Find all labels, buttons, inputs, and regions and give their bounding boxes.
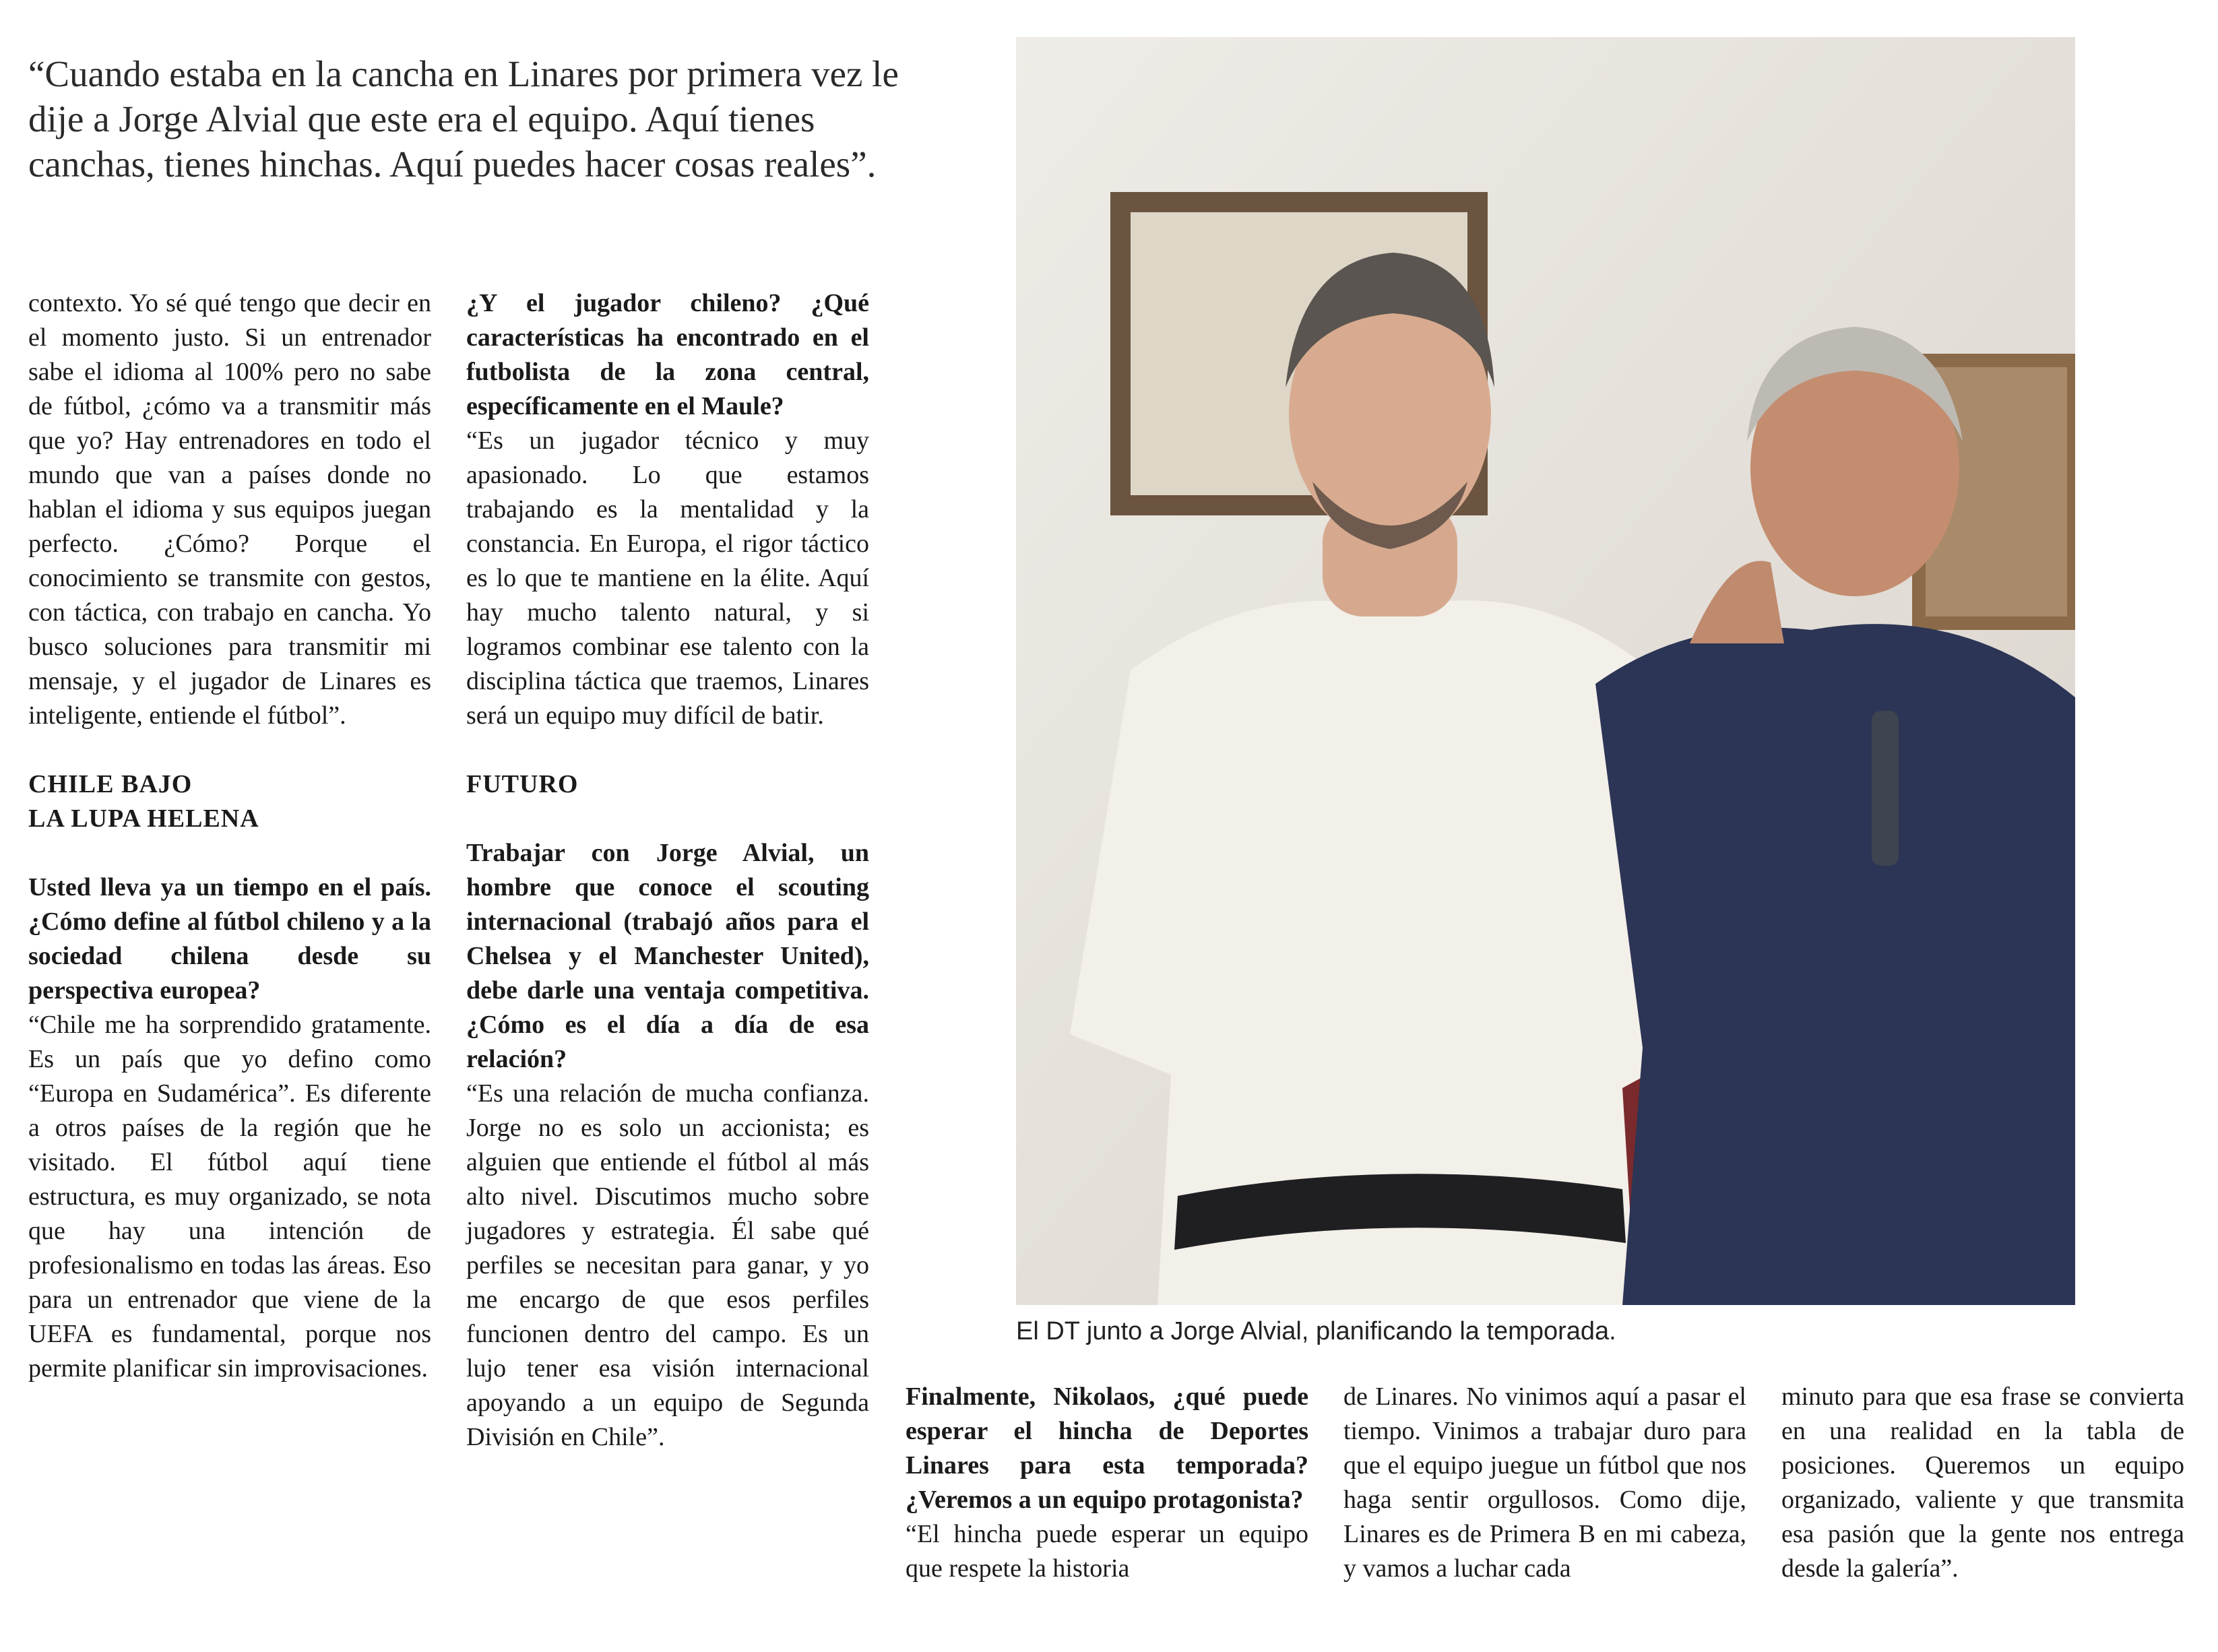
article-column-1 [28, 286, 431, 1386]
pull-quote: “Cuando estaba en la cancha en Linares por primera vez le dije a Jorge Alvial que este era el equipo. Aquí tienes canchas, tienes hinchas. Aquí puedes hacer cosas reales”. [28, 53, 899, 185]
interview-answer: “Es un jugador técnico y muy apasionado. Lo que estamos trabajando es la mentalidad y la constancia. En Europa, el rigor táctico es lo que te mantiene en la élite. Aquí hay mucho talento natural, y si logramos combinar ese talento con la disciplina táctica que traemos, Linares será un equipo muy difícil de batir. [466, 426, 869, 730]
interview-question: Finalmente, Nikolaos, ¿qué puede esperar el hincha de Deportes Linares para esta temporada? ¿Veremos a un equipo protagonista? [906, 1383, 1308, 1514]
article-column-2 [466, 286, 869, 1455]
article-photo [1016, 37, 2075, 1305]
body-paragraph: contexto. Yo sé qué tengo que decir en el momento justo. Si un entrenador sabe el idioma al 100% pero no sabe de fútbol, ¿cómo va a transmitir más que yo? Hay entrenadores en todo el mundo que van a países donde no hablan el idioma y sus equipos juegan perfecto. ¿Cómo? Porque el conocimiento se transmite con gestos, con táctica, con trabajo en cancha. Yo busco soluciones para transmitir mi mensaje, y el jugador de Linares es inteligente, entiende el fútbol”. [28, 289, 431, 730]
interview-answer: “El hincha puede esperar un equipo que respete la historia [906, 1520, 1308, 1583]
interview-answer: “Es una relación de mucha confianza. Jorge no es solo un accionista; es alguien que entiende el fútbol al más alto nivel. Discutimos mucho sobre jugadores y estrategia. Él sabe qué perfiles se necesitan para ganar, y yo me encargo de que esos perfiles funcionen dentro del campo. Es un lujo tener esa visión internacional apoyando a un equipo de Segunda División en Chile”. [466, 1079, 869, 1451]
article-column-4 [1343, 1380, 1746, 1586]
article-column-5 [1781, 1380, 2184, 1586]
section-subhead: LA LUPA HELENA [28, 804, 259, 833]
interview-question: Usted lleva ya un tiempo en el país. ¿Cómo define al fútbol chileno y a la sociedad chilena desde su perspectiva europea? [28, 873, 431, 1005]
section-subhead: CHILE BAJO [28, 770, 193, 798]
interview-question: ¿Y el jugador chileno? ¿Qué características ha encontrado en el futbolista de la zona central, específicamente en el Maule? [466, 289, 869, 420]
interview-answer: “Chile me ha sorprendido gratamente. Es un país que yo defino como “Europa en Sudamérica”. Es diferente a otros países de la región que he visitado. El fútbol aquí tiene estructura, es muy organizado, se nota que hay una intención de profesionalismo en todas las áreas. Eso para un entrenador que viene de la UEFA es fundamental, porque nos permite planificar sin improvisaciones. [28, 1011, 431, 1383]
interview-answer-continued: de Linares. No vinimos aquí a pasar el tiempo. Vinimos a trabajar duro para que el equipo juegue un fútbol que nos haga sentir orgullosos. Como dije, Linares es de Primera B en mi cabeza, y vamos a luchar cada [1343, 1383, 1746, 1583]
photo-illustration [1016, 37, 2075, 1305]
photo-caption: El DT junto a Jorge Alvial, planificando la temporada. [1016, 1317, 1616, 1345]
section-subhead: FUTURO [466, 770, 579, 798]
article-column-3 [906, 1380, 1308, 1586]
interview-question: Trabajar con Jorge Alvial, un hombre que conoce el scouting internacional (trabajó años para el Chelsea y el Manchester United), debe darle una ventaja competitiva. ¿Cómo es el día a día de esa relación? [466, 839, 869, 1073]
interview-answer-continued: minuto para que esa frase se convierta en una realidad en la tabla de posiciones. Queremos un equipo organizado, valiente y que transmita esa pasión que la gente nos entrega desde la galería”. [1781, 1383, 2184, 1583]
